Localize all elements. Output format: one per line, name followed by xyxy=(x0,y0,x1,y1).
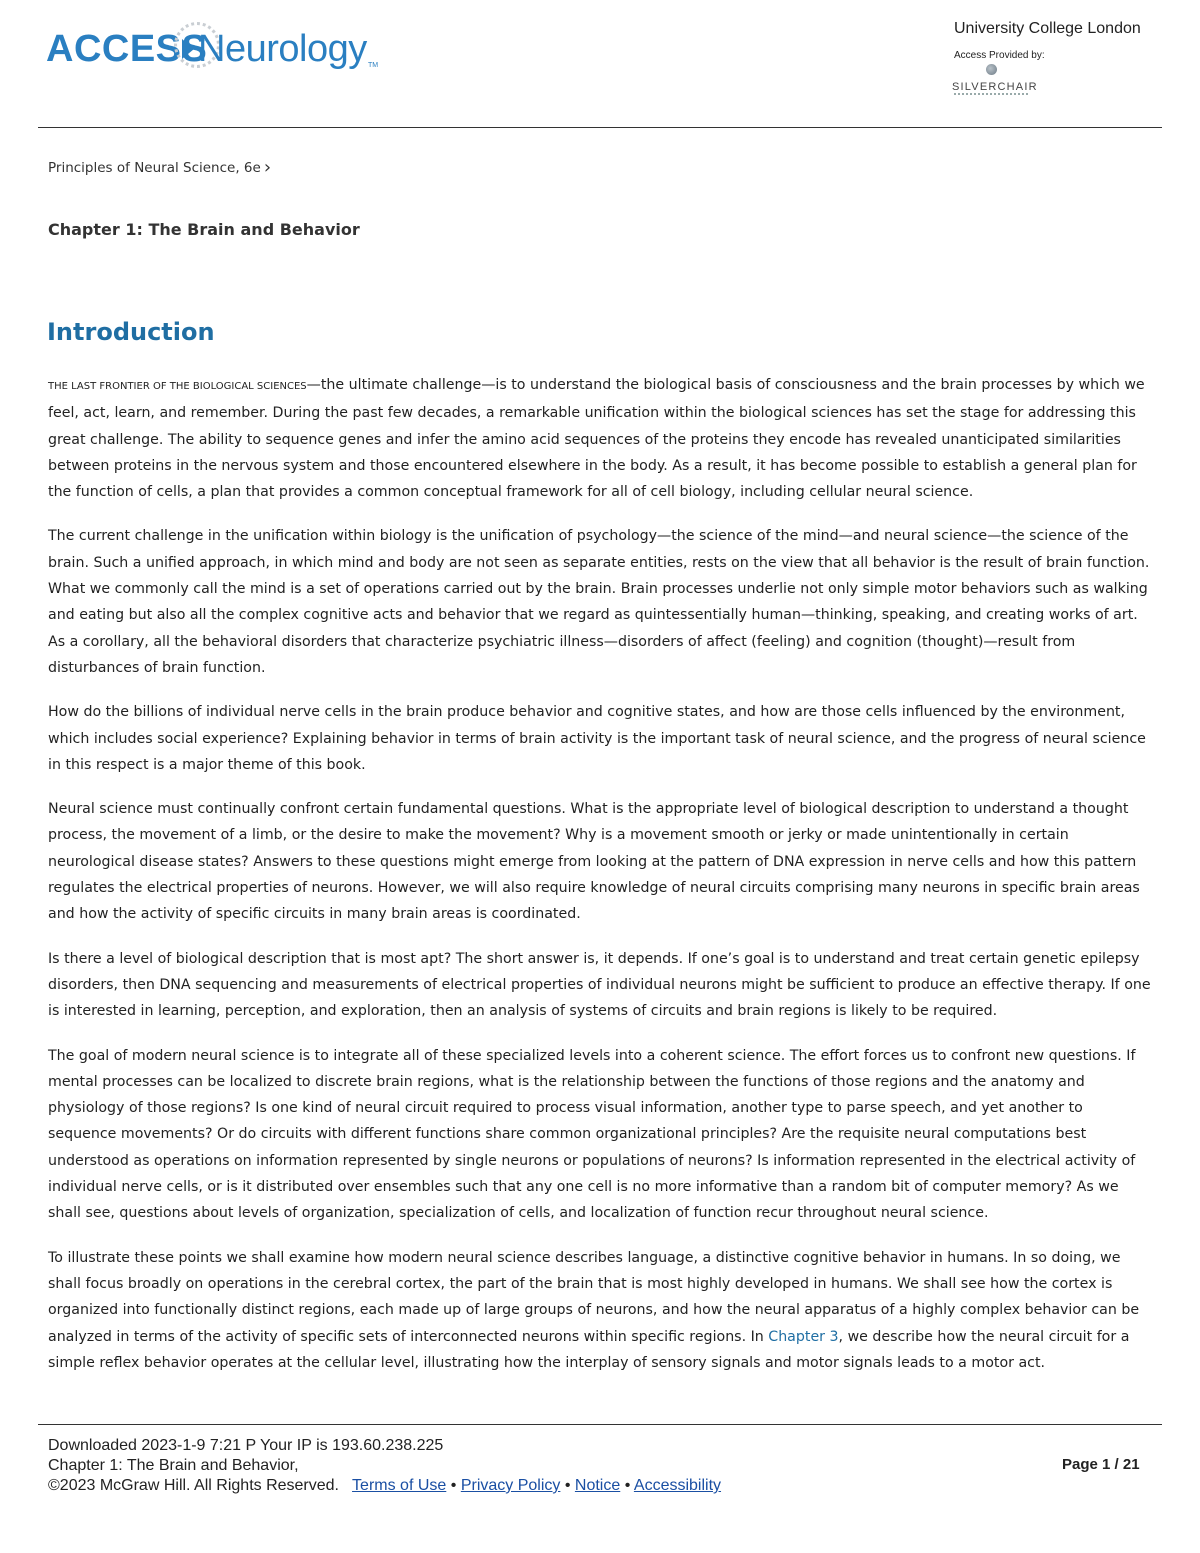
footer-chapter: Chapter 1: The Brain and Behavior, xyxy=(48,1457,299,1474)
paragraph: Is there a level of biological description that is most apt? The short answer is, it depends. If one’s goal is to understand and treat certain genetic epilepsy disorders, then DNA sequencing and measurements of electrical properties of individual neurons might be sufficient to produce an effective therapy. If one is interested in learning, perception, and exploration, then an analysis of systems of circuits and brain regions is likely to be required. xyxy=(48,950,1151,1020)
chevron-right-icon: › xyxy=(263,157,272,178)
breadcrumb[interactable] xyxy=(48,157,272,178)
footer-divider xyxy=(38,1424,1162,1425)
small-caps-lead: THE LAST FRONTIER OF THE BIOLOGICAL SCIENCES xyxy=(48,381,307,392)
paragraph: The current challenge in the unification within biology is the unification of psychology—the science of the mind—and neural science—the science of the brain. Such a unified approach, in which mind and body are not seen as separate entities, rests on the view that all behavior is the result of brain function. What we commonly call the mind is a set of operations carried out by the brain. Brain processes underlie not only simple motor behaviors such as walking and eating but also all the complex cognitive acts and behavior that we regard as quintessentially human—thinking, speaking, and creating works of art. As a corollary, all the behavioral disorders that characterize psychiatric illness—disorders of affect (feeling) and cognition (thought)—result from disturbances of brain function. xyxy=(48,528,1150,676)
breadcrumb-book-link[interactable]: Principles of Neural Science, 6e xyxy=(48,160,261,176)
page-footer xyxy=(48,1436,721,1496)
copyright-text: ©2023 McGraw Hill. All Rights Reserved. xyxy=(48,1477,339,1494)
header-divider xyxy=(38,127,1162,128)
paragraph xyxy=(48,1245,1152,1376)
provider-tagline-decoration xyxy=(954,93,1028,95)
article-body xyxy=(48,372,1152,1394)
silverchair-icon xyxy=(986,64,997,75)
section-heading: Introduction xyxy=(47,318,215,346)
separator: • xyxy=(450,1477,457,1494)
provider-logo: SILVERCHAIR xyxy=(952,81,1038,93)
chapter-3-link[interactable]: Chapter 3 xyxy=(768,1328,839,1345)
footer-legal-line xyxy=(48,1476,721,1496)
logo-neurology-text: Neurology xyxy=(198,28,367,70)
paragraph: The goal of modern neural science is to integrate all of these specialized levels into a coherent science. The effort forces us to confront new questions. If mental processes can be localized to discrete brain regions, what is the relationship between the functions of those regions and the anatomy and physiology of those regions? Is one kind of neural circuit required to process visual information, another type to parse speech, and yet another to sequence movements? Or do circuits with different functions share common organizational principles? Are the requisite neural computations best understood as operations on information represented by single neurons or populations of neurons? Is information represented in the electrical activity of individual nerve cells, or is it distributed over ensembles such that any one cell is no more informative than a random bit of computer memory? As we shall see, questions about levels of organization, specialization of cells, and localization of function recur throughout neural science. xyxy=(48,1047,1136,1222)
notice-link[interactable]: Notice xyxy=(574,1477,621,1494)
paragraph-text: To illustrate these points we shall examine how modern neural science describes language, a distinctive cognitive behavior in humans. In so doing, we shall focus broadly on operations in the cerebral cortex, the part of the brain that is most highly developed in humans. We shall see how the cortex is organized into functionally distinct regions, each made up of large groups of neurons, and how the neural apparatus of a highly complex behavior can be analyzed in terms of the activity of specific sets of interconnected neurons within specific regions. In xyxy=(48,1249,1140,1345)
paragraph: Neural science must continually confront certain fundamental questions. What is the appropriate level of biological description to understand a thought process, the movement of a limb, or the desire to make the movement? Why is a movement smooth or jerky or made unintentionally in certain neurological disease states? Answers to these questions might emerge from looking at the pattern of DNA expression in nerve cells and how this pattern regulates the electrical properties of neurons. However, we will also require knowledge of neural circuits comprising many neurons in specific brain areas and how the activity of specific circuits in many brain areas is coordinated. xyxy=(48,801,1140,923)
separator: • xyxy=(624,1477,631,1494)
paragraph-text: , we describe how the neural circuit for a simple reflex behavior operates at the cellular level, illustrating how the interplay of sensory signals and motor signals leads to a motor act. xyxy=(48,1328,1130,1371)
separator: • xyxy=(564,1477,571,1494)
paragraph: How do the billions of individual nerve cells in the brain produce behavior and cognitive states, and how are those cells influenced by the environment, which includes social experience? Explaining behavior in terms of brain activity is the important task of neural science, and the progress of neural science in this respect is a major theme of this book. xyxy=(48,704,1146,773)
page-number: Page 1 / 21 xyxy=(1062,1456,1140,1473)
chapter-title: Chapter 1: The Brain and Behavior xyxy=(48,220,360,239)
paragraph-text: —the ultimate challenge—is to understand the biological basis of consciousness and the brain processes by which we feel, act, learn, and remember. During the past few decades, a remarkable unification within the biological sciences has set the stage for addressing this great challenge. The ability to sequence genes and infer the amino acid sequences of the proteins they encode has revealed unanticipated similarities between proteins in the nervous system and those encountered elsewhere in the body. As a result, it has become possible to establish a general plan for the function of cells, a plan that provides a common conceptual framework for all of cell biology, including cellular neural science. xyxy=(48,377,1145,501)
download-info: Downloaded 2023-1-9 7:21 P Your IP is 193.60.238.225 xyxy=(48,1437,444,1454)
logo-access-text: ACCESS xyxy=(46,28,208,70)
play-arrow-icon xyxy=(182,39,194,59)
trademark-mark: TM xyxy=(368,62,379,69)
access-provided-by-label: Access Provided by: xyxy=(954,50,1045,61)
privacy-policy-link[interactable]: Privacy Policy xyxy=(460,1477,561,1494)
accessibility-link[interactable]: Accessibility xyxy=(633,1477,722,1494)
access-neurology-logo[interactable] xyxy=(46,22,386,82)
terms-of-use-link[interactable]: Terms of Use xyxy=(352,1477,447,1494)
paragraph xyxy=(48,372,1152,505)
institution-name: University College London xyxy=(954,20,1141,37)
